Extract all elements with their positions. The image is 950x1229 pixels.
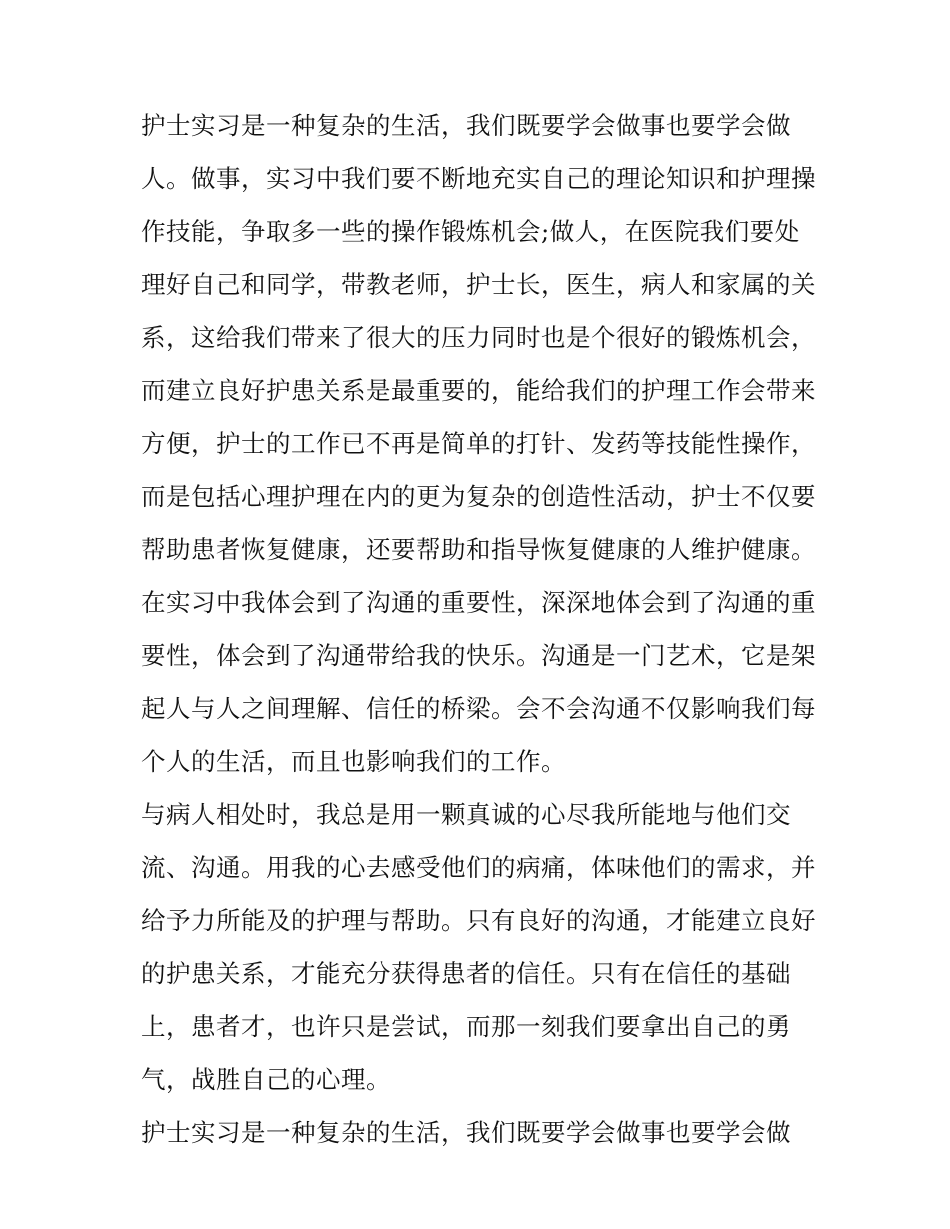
- text-line: 系，这给我们带来了很大的压力同时也是个很好的锻炼机会，: [141, 323, 816, 352]
- text-line: 帮助患者恢复健康，还要帮助和指导恢复健康的人维护健康。: [141, 535, 816, 564]
- text-line: 护士实习是一种复杂的生活，我们既要学会做事也要学会做: [141, 1118, 791, 1147]
- text-line: 的护患关系，才能充分获得患者的信任。只有在信任的基础: [141, 959, 791, 988]
- text-line: 气，战胜自己的心理。: [141, 1065, 391, 1094]
- text-line: 人。做事，实习中我们要不断地充实自己的理论知识和护理操: [141, 164, 816, 193]
- text-line: 要性，体会到了沟通带给我的快乐。沟通是一门艺术，它是架: [141, 641, 816, 670]
- text-line: 在实习中我体会到了沟通的重要性，深深地体会到了沟通的重: [141, 588, 816, 617]
- text-line: 而是包括心理护理在内的更为复杂的创造性活动，护士不仅要: [141, 482, 816, 511]
- text-line: 而建立良好护患关系是最重要的，能给我们的护理工作会带来: [141, 376, 816, 405]
- text-line: 上，患者才，也许只是尝试，而那一刻我们要拿出自己的勇: [141, 1012, 791, 1041]
- text-line: 理好自己和同学，带教老师，护士长，医生，病人和家属的关: [141, 270, 816, 299]
- text-line: 流、沟通。用我的心去感受他们的病痛，体味他们的需求，并: [141, 853, 816, 882]
- text-line: 护士实习是一种复杂的生活，我们既要学会做事也要学会做: [141, 111, 791, 140]
- text-line: 方便，护士的工作已不再是简单的打针、发药等技能性操作，: [141, 429, 816, 458]
- text-line: 个人的生活，而且也影响我们的工作。: [141, 747, 566, 776]
- text-line: 作技能，争取多一些的操作锻炼机会;做人，在医院我们要处: [141, 217, 800, 246]
- text-line: 给予力所能及的护理与帮助。只有良好的沟通，才能建立良好: [141, 906, 816, 935]
- text-line: 起人与人之间理解、信任的桥梁。会不会沟通不仅影响我们每: [141, 694, 816, 723]
- text-line: 与病人相处时，我总是用一颗真诚的心尽我所能地与他们交: [141, 800, 791, 829]
